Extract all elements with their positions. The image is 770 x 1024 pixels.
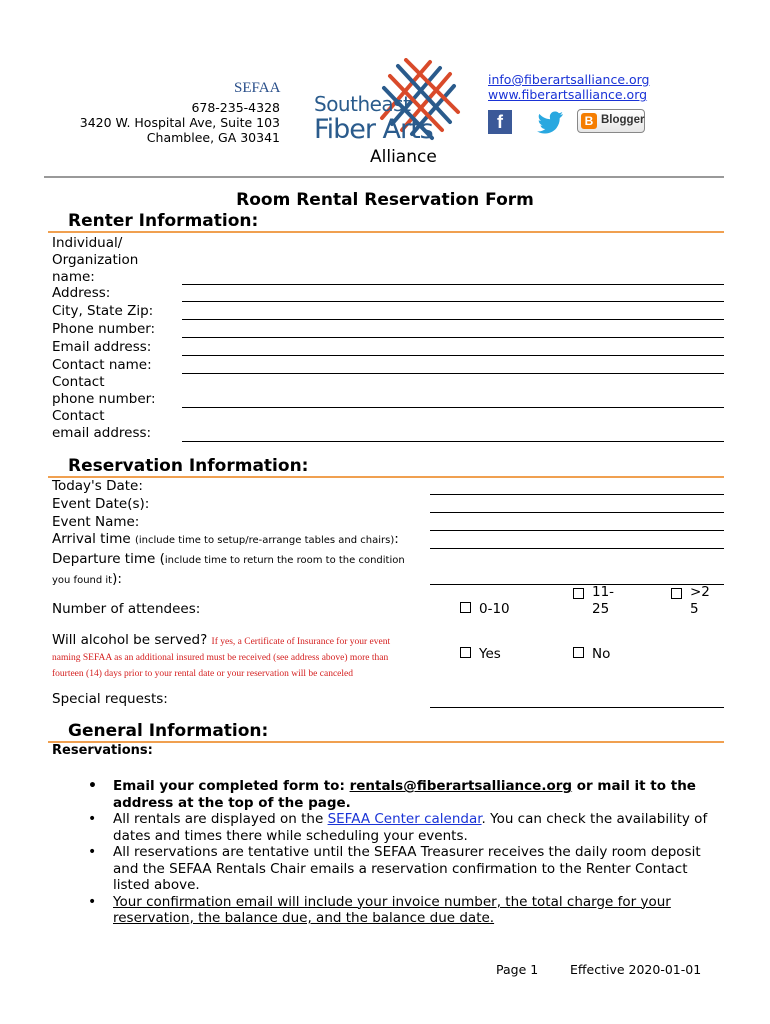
facebook-icon[interactable]: f: [488, 110, 512, 134]
email-field[interactable]: [182, 355, 724, 356]
checkbox-icon[interactable]: [573, 647, 584, 658]
alcohol-label: [52, 633, 414, 681]
event-name-label: Event Name:: [52, 514, 140, 530]
form-title: Room Rental Reservation Form: [236, 190, 534, 210]
contact-email-label: Contact email address:: [52, 408, 152, 441]
todays-date-field[interactable]: [430, 494, 724, 495]
event-name-field[interactable]: [430, 530, 724, 531]
list-item: • Email your completed form to: rentals@fiberartsalliance.org or mail it to the address at the top of the page.: [88, 778, 708, 811]
event-dates-label: Event Date(s):: [52, 496, 150, 512]
list-item: • Your confirmation email will include your invoice number, the total charge for your reservation, the balance due, and the balance due date.: [88, 894, 708, 927]
blogger-label: Blogger: [601, 114, 645, 126]
departure-time-end: ):: [112, 571, 122, 587]
arrival-time-colon: :: [394, 531, 399, 547]
contact-name-field[interactable]: [182, 373, 724, 374]
blogger-badge[interactable]: [577, 109, 645, 133]
contact-email-field[interactable]: [182, 441, 724, 442]
departure-time-note: include time to return the room to the condition you found it: [52, 555, 405, 586]
org-address-line1: 3420 W. Hospital Ave, Suite 103: [79, 115, 280, 130]
contact-name-label: Contact name:: [52, 357, 152, 373]
reservations-subheading: Reservations:: [52, 743, 153, 758]
contact-phone-label: Contact phone number:: [52, 374, 156, 407]
reservation-section-heading: Reservation Information:: [68, 456, 309, 476]
effective-date: Effective 2020-01-01: [570, 962, 702, 977]
org-phone: 678-235-4328: [191, 100, 280, 115]
attendees-option-over-25[interactable]: >2 5: [671, 584, 710, 618]
logo-text-southeast: Southeast: [314, 92, 411, 116]
event-dates-field[interactable]: [430, 512, 724, 513]
org-name-field[interactable]: [182, 284, 724, 285]
logo-text-alliance: Alliance: [370, 147, 437, 167]
reservation-rules-list: [88, 778, 708, 927]
logo-text-fiber-arts: Fiber Arts: [314, 114, 433, 145]
checkbox-icon[interactable]: [460, 602, 471, 613]
reservation-section-rule: [48, 476, 724, 478]
phone-field[interactable]: [182, 337, 724, 338]
special-requests-label: Special requests:: [52, 691, 168, 707]
email-label: Email address:: [52, 339, 152, 355]
org-abbreviation: SEFAA: [234, 80, 281, 96]
blogger-icon: B: [581, 113, 597, 129]
departure-time-label: [52, 550, 422, 590]
header-divider: [44, 176, 724, 178]
attendees-label: Number of attendees:: [52, 601, 201, 617]
arrival-time-note: (include time to setup/re-arrange tables and chairs): [134, 535, 395, 546]
list-item: • All rentals are displayed on the SEFAA Center calendar. You can check the availability of dates and times there while scheduling your events.: [88, 811, 708, 844]
checkbox-icon[interactable]: [573, 588, 584, 599]
alcohol-question: Will alcohol be served?: [52, 632, 208, 648]
rentals-email-link[interactable]: rentals@fiberartsalliance.org: [349, 778, 573, 794]
address-label: Address:: [52, 285, 111, 301]
departure-time-text: Departure time (: [52, 551, 165, 567]
header-website-link[interactable]: www.fiberartsalliance.org: [488, 87, 648, 102]
address-field[interactable]: [182, 301, 724, 302]
attendees-option-11-25[interactable]: 11- 25: [573, 584, 614, 618]
renter-section-rule: [48, 231, 724, 233]
checkbox-icon[interactable]: [460, 647, 471, 658]
arrival-time-label: [52, 531, 399, 549]
alcohol-option-yes[interactable]: Yes: [460, 646, 501, 663]
todays-date-label: Today's Date:: [52, 478, 143, 494]
sefaa-calendar-link[interactable]: SEFAA Center calendar: [327, 811, 482, 827]
twitter-icon[interactable]: [533, 110, 565, 134]
attendees-option-0-10[interactable]: 0-10: [460, 601, 510, 618]
checkbox-icon[interactable]: [671, 588, 682, 599]
page-number: Page 1: [496, 962, 539, 977]
header-email-link[interactable]: info@fiberartsalliance.org: [488, 72, 650, 87]
city-state-zip-label: City, State Zip:: [52, 303, 154, 319]
org-address-line2: Chamblee, GA 30341: [146, 130, 280, 145]
special-requests-field[interactable]: [430, 707, 724, 708]
renter-section-heading: Renter Information:: [68, 211, 259, 231]
contact-phone-field[interactable]: [182, 407, 724, 408]
alcohol-option-no[interactable]: No: [573, 646, 610, 663]
alcohol-insurance-note: If yes, a Certificate of Insurance for your event naming SEFAA as an additional insured must be received (see address above) more than fourteen (14) days prior to your rental date or your reservation will be canceled: [52, 637, 391, 679]
list-item: • All reservations are tentative until the SEFAA Treasurer receives the daily room deposit and the SEFAA Rentals Chair emails a reservation confirmation to the Renter Contact listed above.: [88, 844, 708, 894]
phone-label: Phone number:: [52, 321, 156, 337]
sefaa-logo: [312, 58, 462, 170]
general-section-heading: General Information:: [68, 721, 269, 741]
org-name-label: Individual/ Organization name:: [52, 235, 139, 285]
arrival-time-text: Arrival time: [52, 531, 131, 547]
city-state-zip-field[interactable]: [182, 319, 724, 320]
arrival-time-field[interactable]: [430, 548, 724, 549]
